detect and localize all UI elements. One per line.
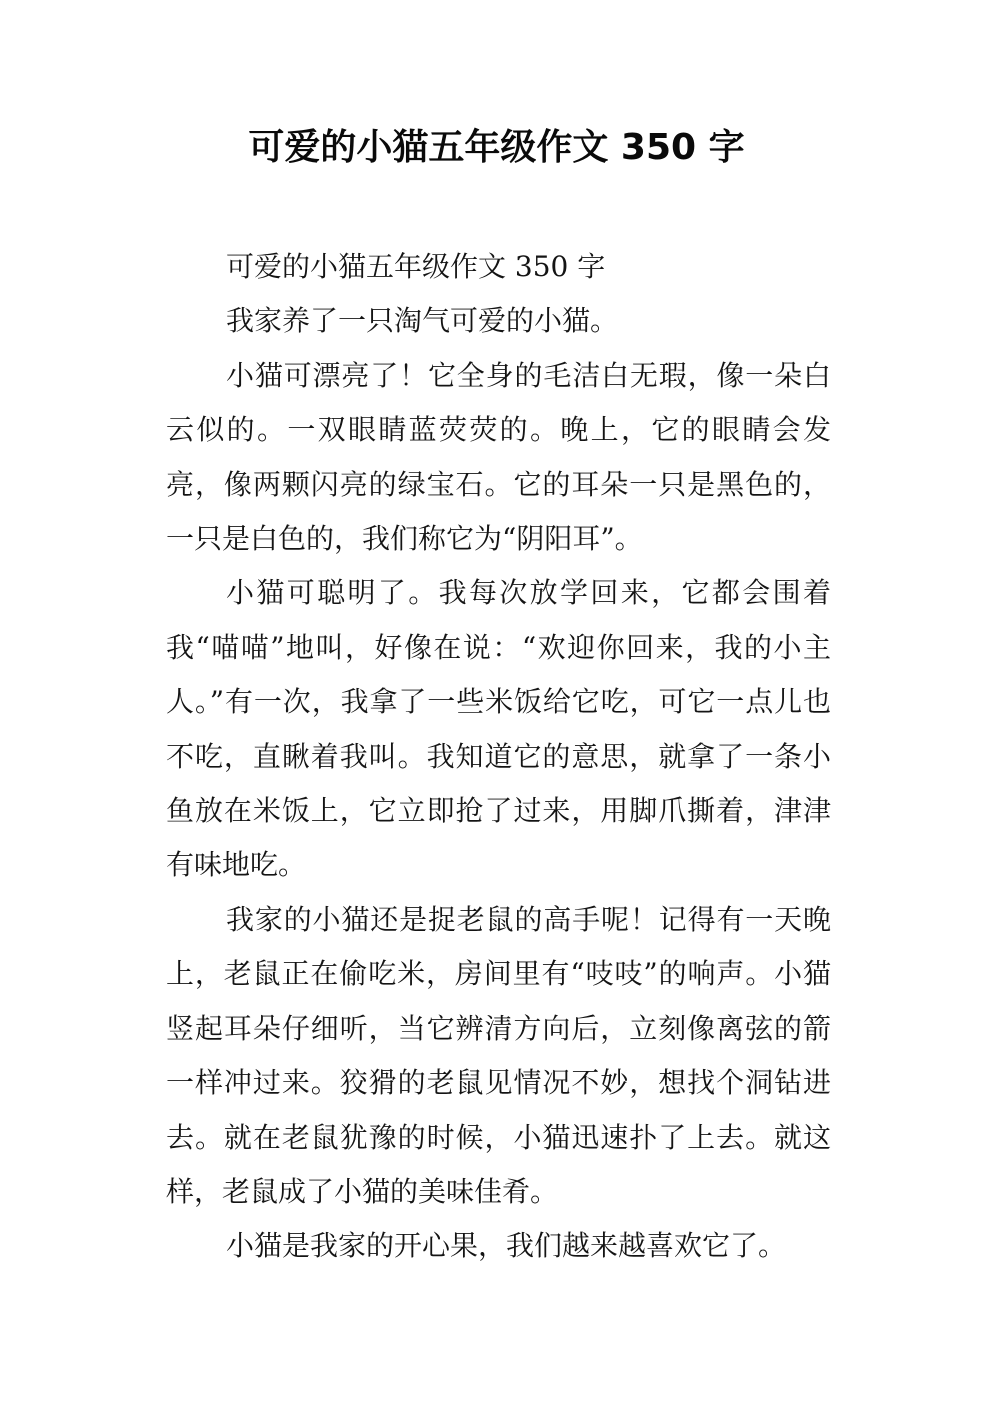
paragraph-subtitle: 可爱的小猫五年级作文 350 字	[226, 250, 606, 283]
paragraph-intro: 我家养了一只淘气可爱的小猫。	[226, 304, 619, 338]
paragraph-conclusion: 小猫是我家的开心果，我们越来越喜欢它了。	[226, 1229, 787, 1263]
document-body	[166, 240, 831, 1274]
paragraph-appearance: 小猫可漂亮了！它全身的毛洁白无瑕，像一朵白云似的。一双眼睛蓝荧荧的。晚上，它的眼睛会发亮，像两颗闪亮的绿宝石。它的耳朵一只是黑色的，一只是白色的，我们称它为“阴阳耳”。	[166, 358, 831, 556]
paragraph-mouse-hunting: 我家的小猫还是捉老鼠的高手呢！记得有一天晚上，老鼠正在偷吃米，房间里有“吱吱”的响声。小猫竖起耳朵仔细听，当它辨清方向后，立刻像离弦的箭一样冲过来。狡猾的老鼠见情况不妙，想找个洞钻进去。就在老鼠犹豫的时候，小猫迅速扑了上去。就这样，老鼠成了小猫的美味佳肴。	[166, 902, 831, 1208]
document-title: 可爱的小猫五年级作文 350 字	[248, 127, 745, 168]
paragraph-cleverness: 小猫可聪明了。我每次放学回来，它都会围着我“喵喵”地叫，好像在说：“欢迎你回来，我的小主人。”有一次，我拿了一些米饭给它吃，可它一点儿也不吃，直瞅着我叫。我知道它的意思，就拿了一条小鱼放在米饭上，它立即抢了过来，用脚爪撕着，津津有味地吃。	[166, 576, 831, 882]
